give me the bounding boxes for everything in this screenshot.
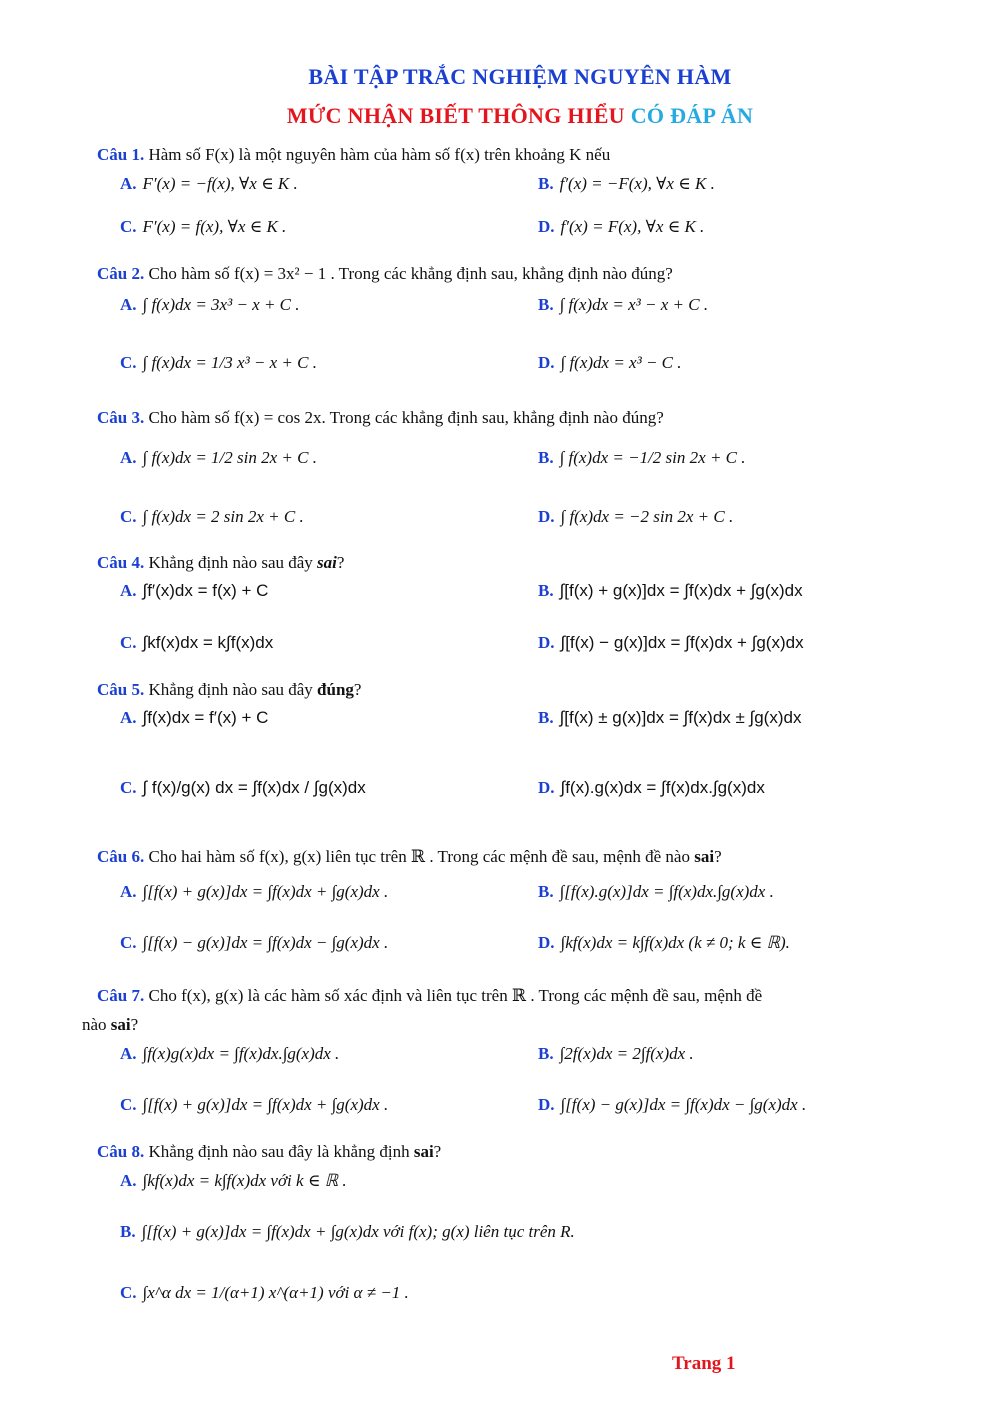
option-8c: C. ∫x^α dx = 1/(α+1) x^(α+1) với α ≠ −1 . <box>120 1283 409 1302</box>
option-3a: A. ∫ f(x)dx = 1/2 sin 2x + C . <box>120 448 317 467</box>
option-5d: D. ∫f(x).g(x)dx = ∫f(x)dx.∫g(x)dx <box>538 778 765 797</box>
document-title: BÀI TẬP TRẮC NGHIỆM NGUYÊN HÀM <box>308 64 732 89</box>
option-2c: C. ∫ f(x)dx = 1/3 x³ − x + C . <box>120 353 317 372</box>
option-7d: D. ∫[f(x) − g(x)]dx = ∫f(x)dx − ∫g(x)dx . <box>538 1095 807 1114</box>
page-number: Trang 1 <box>672 1353 736 1374</box>
option-6c: C. ∫[f(x) − g(x)]dx = ∫f(x)dx − ∫g(x)dx . <box>120 933 389 952</box>
option-6b: B. ∫[f(x).g(x)]dx = ∫f(x)dx.∫g(x)dx . <box>538 882 774 901</box>
question-4: Câu 4. Khẳng định nào sau đây sai? <box>97 553 345 572</box>
option-1c: C. F′(x) = f(x), ∀x ∈ K . <box>120 217 287 236</box>
option-2a: A. ∫ f(x)dx = 3x³ − x + C . <box>120 295 300 314</box>
option-5c: C. ∫ f(x)/g(x) dx = ∫f(x)dx / ∫g(x)dx <box>120 778 366 797</box>
option-2d: D. ∫ f(x)dx = x³ − C . <box>538 353 682 372</box>
document-subtitle <box>0 103 1000 129</box>
question-5: Câu 5. Khẳng định nào sau đây đúng? <box>97 680 362 699</box>
question-label: Câu 1. <box>97 145 145 164</box>
option-1a: A. F′(x) = −f(x), ∀x ∈ K . <box>120 174 298 193</box>
option-3d: D. ∫ f(x)dx = −2 sin 2x + C . <box>538 507 734 526</box>
option-5b: B. ∫[f(x) ± g(x)]dx = ∫f(x)dx ± ∫g(x)dx <box>538 708 802 727</box>
option-7b: B. ∫2f(x)dx = 2∫f(x)dx . <box>538 1044 694 1063</box>
option-8b: B. ∫[f(x) + g(x)]dx = ∫f(x)dx + ∫g(x)dx với f(x); g(x) liên tục trên R. <box>120 1222 575 1241</box>
option-7a: A. ∫f(x)g(x)dx = ∫f(x)dx.∫g(x)dx . <box>120 1044 340 1063</box>
option-2b: B. ∫ f(x)dx = x³ − x + C . <box>538 295 709 314</box>
option-3c: C. ∫ f(x)dx = 2 sin 2x + C . <box>120 507 304 526</box>
question-7-line2: nào sai? <box>82 1015 139 1034</box>
option-4a: A. ∫f′(x)dx = f(x) + C <box>120 581 269 600</box>
question-1 <box>97 144 610 166</box>
option-3b: B. ∫ f(x)dx = −1/2 sin 2x + C . <box>538 448 746 467</box>
option-5a: A. ∫f(x)dx = f′(x) + C <box>120 708 269 727</box>
subtitle-red: MỨC NHẬN BIẾT THÔNG HIỂU <box>286 103 625 128</box>
option-6d: D. ∫kf(x)dx = k∫f(x)dx (k ≠ 0; k ∈ ℝ). <box>538 933 790 952</box>
option-1d: D. f′(x) = F(x), ∀x ∈ K . <box>538 217 705 236</box>
option-1b: B. f′(x) = −F(x), ∀x ∈ K . <box>538 174 715 193</box>
option-8a: A. ∫kf(x)dx = k∫f(x)dx với k ∈ ℝ . <box>120 1171 347 1190</box>
option-6a: A. ∫[f(x) + g(x)]dx = ∫f(x)dx + ∫g(x)dx . <box>120 882 389 901</box>
question-7: Câu 7. Cho f(x), g(x) là các hàm số xác định và liên tục trên ℝ . Trong các mệnh đề sau, mệnh đề <box>97 986 763 1005</box>
question-6: Câu 6. Cho hai hàm số f(x), g(x) liên tục trên ℝ . Trong các mệnh đề sau, mệnh đề nào sai? <box>97 847 722 866</box>
subtitle-blue: CÓ ĐÁP ÁN <box>630 103 754 128</box>
option-4b: B. ∫[f(x) + g(x)]dx = ∫f(x)dx + ∫g(x)dx <box>538 581 803 600</box>
question-2: Câu 2. Cho hàm số f(x) = 3x² − 1 . Trong các khẳng định sau, khẳng định nào đúng? <box>97 264 673 283</box>
option-4d: D. ∫[f(x) − g(x)]dx = ∫f(x)dx + ∫g(x)dx <box>538 633 804 652</box>
question-8: Câu 8. Khẳng định nào sau đây là khẳng định sai? <box>97 1142 442 1161</box>
question-3: Câu 3. Cho hàm số f(x) = cos 2x. Trong các khẳng định sau, khẳng định nào đúng? <box>97 408 664 427</box>
question-text: Hàm số F(x) là một nguyên hàm của hàm số f(x) trên khoảng K nếu <box>148 145 611 164</box>
option-4c: C. ∫kf(x)dx = k∫f(x)dx <box>120 633 274 652</box>
option-7c: C. ∫[f(x) + g(x)]dx = ∫f(x)dx + ∫g(x)dx . <box>120 1095 389 1114</box>
